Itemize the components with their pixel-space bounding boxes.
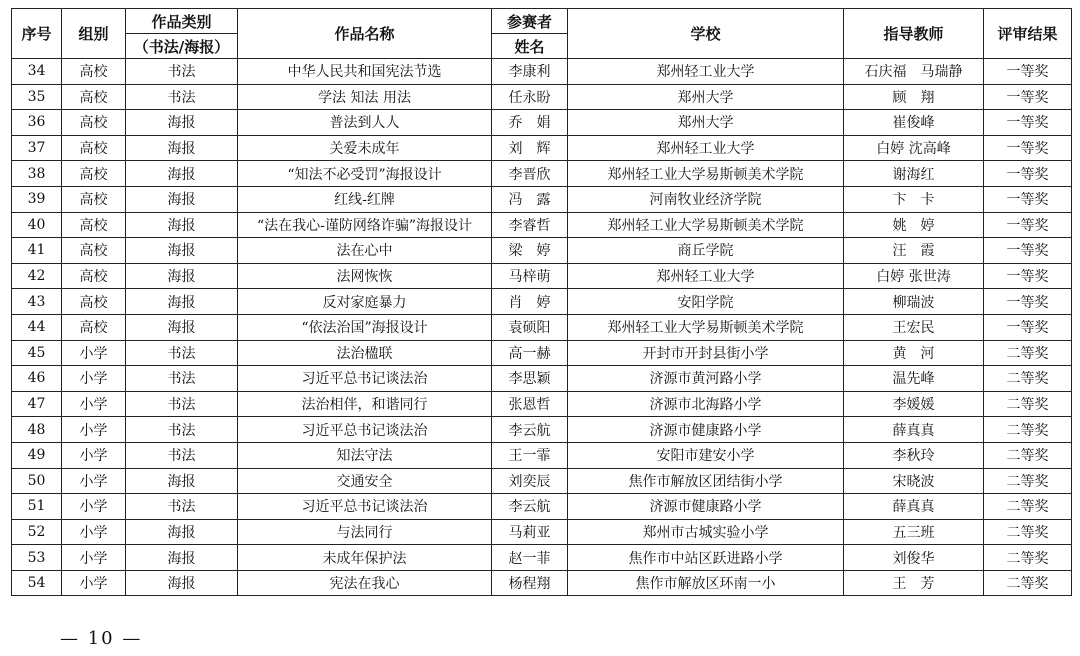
cell-title: 法网恢恢	[238, 263, 492, 289]
header-result: 评审结果	[984, 9, 1072, 59]
cell-result: 二等奖	[984, 442, 1072, 468]
cell-no: 51	[12, 494, 62, 520]
cell-no: 41	[12, 238, 62, 264]
table-row	[12, 186, 1072, 212]
cell-author: 赵一菲	[492, 545, 568, 571]
cell-author: 王一霏	[492, 442, 568, 468]
cell-category: 海报	[126, 186, 238, 212]
cell-result: 一等奖	[984, 314, 1072, 340]
cell-title: 普法到人人	[238, 110, 492, 136]
header-author-bottom: 姓名	[492, 34, 568, 59]
cell-title: 中华人民共和国宪法节选	[238, 59, 492, 85]
table-row	[12, 84, 1072, 110]
cell-teacher: 五三班	[844, 519, 984, 545]
cell-author: 杨程翔	[492, 570, 568, 596]
cell-result: 二等奖	[984, 519, 1072, 545]
table-row	[12, 366, 1072, 392]
cell-school: 焦作市中站区跃进路小学	[568, 545, 844, 571]
cell-result: 二等奖	[984, 366, 1072, 392]
awards-table	[11, 8, 1072, 596]
cell-result: 二等奖	[984, 570, 1072, 596]
cell-category: 海报	[126, 263, 238, 289]
cell-category: 书法	[126, 59, 238, 85]
cell-author: 任永盼	[492, 84, 568, 110]
cell-teacher: 黄 河	[844, 340, 984, 366]
cell-teacher: 谢海红	[844, 161, 984, 187]
cell-school: 济源市北海路小学	[568, 391, 844, 417]
cell-category: 海报	[126, 545, 238, 571]
cell-group: 小学	[62, 366, 126, 392]
cell-no: 45	[12, 340, 62, 366]
cell-author: 冯 露	[492, 186, 568, 212]
cell-category: 海报	[126, 289, 238, 315]
table-row	[12, 391, 1072, 417]
cell-category: 海报	[126, 570, 238, 596]
cell-category: 海报	[126, 238, 238, 264]
cell-result: 一等奖	[984, 289, 1072, 315]
table-row	[12, 314, 1072, 340]
cell-result: 一等奖	[984, 84, 1072, 110]
cell-title: 宪法在我心	[238, 570, 492, 596]
cell-group: 小学	[62, 545, 126, 571]
cell-category: 海报	[126, 110, 238, 136]
cell-no: 52	[12, 519, 62, 545]
cell-school: 安阳学院	[568, 289, 844, 315]
cell-school: 济源市健康路小学	[568, 417, 844, 443]
cell-title: 反对家庭暴力	[238, 289, 492, 315]
cell-no: 49	[12, 442, 62, 468]
cell-group: 小学	[62, 519, 126, 545]
page-number: — 10 —	[60, 628, 143, 649]
cell-author: 马梓萌	[492, 263, 568, 289]
cell-group: 高校	[62, 238, 126, 264]
header-group: 组别	[62, 9, 126, 59]
cell-no: 53	[12, 545, 62, 571]
table-row	[12, 417, 1072, 443]
cell-result: 二等奖	[984, 340, 1072, 366]
cell-author: 刘 辉	[492, 135, 568, 161]
cell-teacher: 白婷 张世涛	[844, 263, 984, 289]
cell-teacher: 薛真真	[844, 494, 984, 520]
cell-school: 郑州轻工业大学	[568, 263, 844, 289]
header-author-top: 参赛者	[492, 9, 568, 34]
cell-category: 海报	[126, 468, 238, 494]
cell-school: 郑州轻工业大学易斯顿美术学院	[568, 314, 844, 340]
cell-group: 小学	[62, 417, 126, 443]
cell-category: 书法	[126, 417, 238, 443]
cell-teacher: 卞 卡	[844, 186, 984, 212]
cell-title: 习近平总书记谈法治	[238, 494, 492, 520]
cell-group: 小学	[62, 494, 126, 520]
cell-title: 红线-红牌	[238, 186, 492, 212]
cell-group: 高校	[62, 212, 126, 238]
cell-no: 47	[12, 391, 62, 417]
cell-author: 李康利	[492, 59, 568, 85]
cell-category: 海报	[126, 135, 238, 161]
cell-author: 李睿哲	[492, 212, 568, 238]
cell-result: 一等奖	[984, 263, 1072, 289]
cell-result: 二等奖	[984, 417, 1072, 443]
cell-school: 济源市黄河路小学	[568, 366, 844, 392]
cell-teacher: 李秋玲	[844, 442, 984, 468]
cell-school: 郑州轻工业大学	[568, 59, 844, 85]
table-row	[12, 135, 1072, 161]
table-row	[12, 59, 1072, 85]
cell-author: 李思颖	[492, 366, 568, 392]
cell-teacher: 宋晓波	[844, 468, 984, 494]
cell-result: 二等奖	[984, 468, 1072, 494]
cell-title: 法治相伴，和谐同行	[238, 391, 492, 417]
cell-school: 安阳市建安小学	[568, 442, 844, 468]
cell-no: 39	[12, 186, 62, 212]
cell-no: 35	[12, 84, 62, 110]
cell-category: 书法	[126, 494, 238, 520]
cell-school: 郑州市古城实验小学	[568, 519, 844, 545]
cell-group: 高校	[62, 289, 126, 315]
cell-teacher: 王宏民	[844, 314, 984, 340]
table-row	[12, 238, 1072, 264]
cell-school: 郑州轻工业大学易斯顿美术学院	[568, 212, 844, 238]
cell-result: 二等奖	[984, 391, 1072, 417]
table-row	[12, 263, 1072, 289]
cell-title: 知法守法	[238, 442, 492, 468]
cell-title: 与法同行	[238, 519, 492, 545]
cell-category: 海报	[126, 314, 238, 340]
cell-author: 肖 婷	[492, 289, 568, 315]
cell-school: 郑州轻工业大学易斯顿美术学院	[568, 161, 844, 187]
cell-group: 小学	[62, 570, 126, 596]
cell-title: 习近平总书记谈法治	[238, 366, 492, 392]
header-category-bottom: （书法/海报）	[126, 34, 238, 59]
cell-school: 郑州大学	[568, 84, 844, 110]
cell-teacher: 白婷 沈高峰	[844, 135, 984, 161]
cell-school: 商丘学院	[568, 238, 844, 264]
table-body	[12, 59, 1072, 596]
cell-no: 43	[12, 289, 62, 315]
cell-no: 54	[12, 570, 62, 596]
cell-teacher: 顾 翔	[844, 84, 984, 110]
cell-teacher: 刘俊华	[844, 545, 984, 571]
cell-title: 关爱未成年	[238, 135, 492, 161]
table-row	[12, 494, 1072, 520]
cell-result: 一等奖	[984, 212, 1072, 238]
cell-title: “依法治国”海报设计	[238, 314, 492, 340]
cell-category: 海报	[126, 212, 238, 238]
cell-result: 二等奖	[984, 494, 1072, 520]
cell-result: 一等奖	[984, 161, 1072, 187]
cell-teacher: 汪 霞	[844, 238, 984, 264]
cell-category: 书法	[126, 391, 238, 417]
cell-result: 二等奖	[984, 545, 1072, 571]
cell-category: 书法	[126, 366, 238, 392]
header-no: 序号	[12, 9, 62, 59]
cell-author: 李云航	[492, 417, 568, 443]
cell-group: 高校	[62, 263, 126, 289]
cell-group: 高校	[62, 161, 126, 187]
cell-category: 书法	[126, 340, 238, 366]
cell-group: 高校	[62, 110, 126, 136]
cell-author: 梁 婷	[492, 238, 568, 264]
cell-title: “法在我心-谨防网络诈骗”海报设计	[238, 212, 492, 238]
cell-result: 一等奖	[984, 186, 1072, 212]
cell-teacher: 李媛媛	[844, 391, 984, 417]
cell-title: “知法不必受罚”海报设计	[238, 161, 492, 187]
cell-title: 法治楹联	[238, 340, 492, 366]
table-row	[12, 289, 1072, 315]
cell-result: 一等奖	[984, 110, 1072, 136]
cell-author: 乔 娟	[492, 110, 568, 136]
cell-category: 海报	[126, 161, 238, 187]
cell-school: 郑州大学	[568, 110, 844, 136]
cell-author: 袁硕阳	[492, 314, 568, 340]
cell-title: 习近平总书记谈法治	[238, 417, 492, 443]
cell-no: 48	[12, 417, 62, 443]
cell-result: 一等奖	[984, 135, 1072, 161]
cell-title: 未成年保护法	[238, 545, 492, 571]
cell-author: 刘奕辰	[492, 468, 568, 494]
table-row	[12, 519, 1072, 545]
table-row	[12, 161, 1072, 187]
table-row	[12, 212, 1072, 238]
cell-group: 高校	[62, 135, 126, 161]
cell-school: 河南牧业经济学院	[568, 186, 844, 212]
cell-title: 学法 知法 用法	[238, 84, 492, 110]
cell-group: 高校	[62, 59, 126, 85]
cell-no: 38	[12, 161, 62, 187]
cell-no: 46	[12, 366, 62, 392]
cell-author: 高一赫	[492, 340, 568, 366]
table-row	[12, 570, 1072, 596]
cell-group: 小学	[62, 391, 126, 417]
header-title: 作品名称	[238, 9, 492, 59]
cell-group: 小学	[62, 468, 126, 494]
cell-teacher: 温先峰	[844, 366, 984, 392]
cell-teacher: 石庆福 马瑞静	[844, 59, 984, 85]
cell-school: 焦作市解放区环南一小	[568, 570, 844, 596]
cell-no: 42	[12, 263, 62, 289]
cell-no: 36	[12, 110, 62, 136]
cell-group: 高校	[62, 314, 126, 340]
cell-no: 44	[12, 314, 62, 340]
cell-category: 海报	[126, 519, 238, 545]
cell-group: 小学	[62, 340, 126, 366]
header-teacher: 指导教师	[844, 9, 984, 59]
cell-category: 书法	[126, 442, 238, 468]
cell-title: 法在心中	[238, 238, 492, 264]
table-row	[12, 340, 1072, 366]
cell-school: 开封市开封县街小学	[568, 340, 844, 366]
table-row	[12, 110, 1072, 136]
cell-title: 交通安全	[238, 468, 492, 494]
cell-teacher: 王 芳	[844, 570, 984, 596]
cell-teacher: 柳瑞波	[844, 289, 984, 315]
cell-teacher: 姚 婷	[844, 212, 984, 238]
header-school: 学校	[568, 9, 844, 59]
cell-teacher: 崔俊峰	[844, 110, 984, 136]
table-row	[12, 468, 1072, 494]
table-row	[12, 545, 1072, 571]
cell-author: 马莉亚	[492, 519, 568, 545]
cell-result: 一等奖	[984, 238, 1072, 264]
cell-teacher: 薛真真	[844, 417, 984, 443]
cell-author: 李云航	[492, 494, 568, 520]
cell-school: 焦作市解放区团结街小学	[568, 468, 844, 494]
cell-no: 40	[12, 212, 62, 238]
cell-no: 34	[12, 59, 62, 85]
cell-no: 37	[12, 135, 62, 161]
cell-no: 50	[12, 468, 62, 494]
header-category-top: 作品类别	[126, 9, 238, 34]
header-row	[12, 9, 1072, 34]
cell-group: 高校	[62, 186, 126, 212]
cell-school: 济源市健康路小学	[568, 494, 844, 520]
cell-author: 张恩哲	[492, 391, 568, 417]
table-row	[12, 442, 1072, 468]
cell-group: 高校	[62, 84, 126, 110]
cell-author: 李晋欣	[492, 161, 568, 187]
cell-school: 郑州轻工业大学	[568, 135, 844, 161]
cell-category: 书法	[126, 84, 238, 110]
cell-result: 一等奖	[984, 59, 1072, 85]
cell-group: 小学	[62, 442, 126, 468]
